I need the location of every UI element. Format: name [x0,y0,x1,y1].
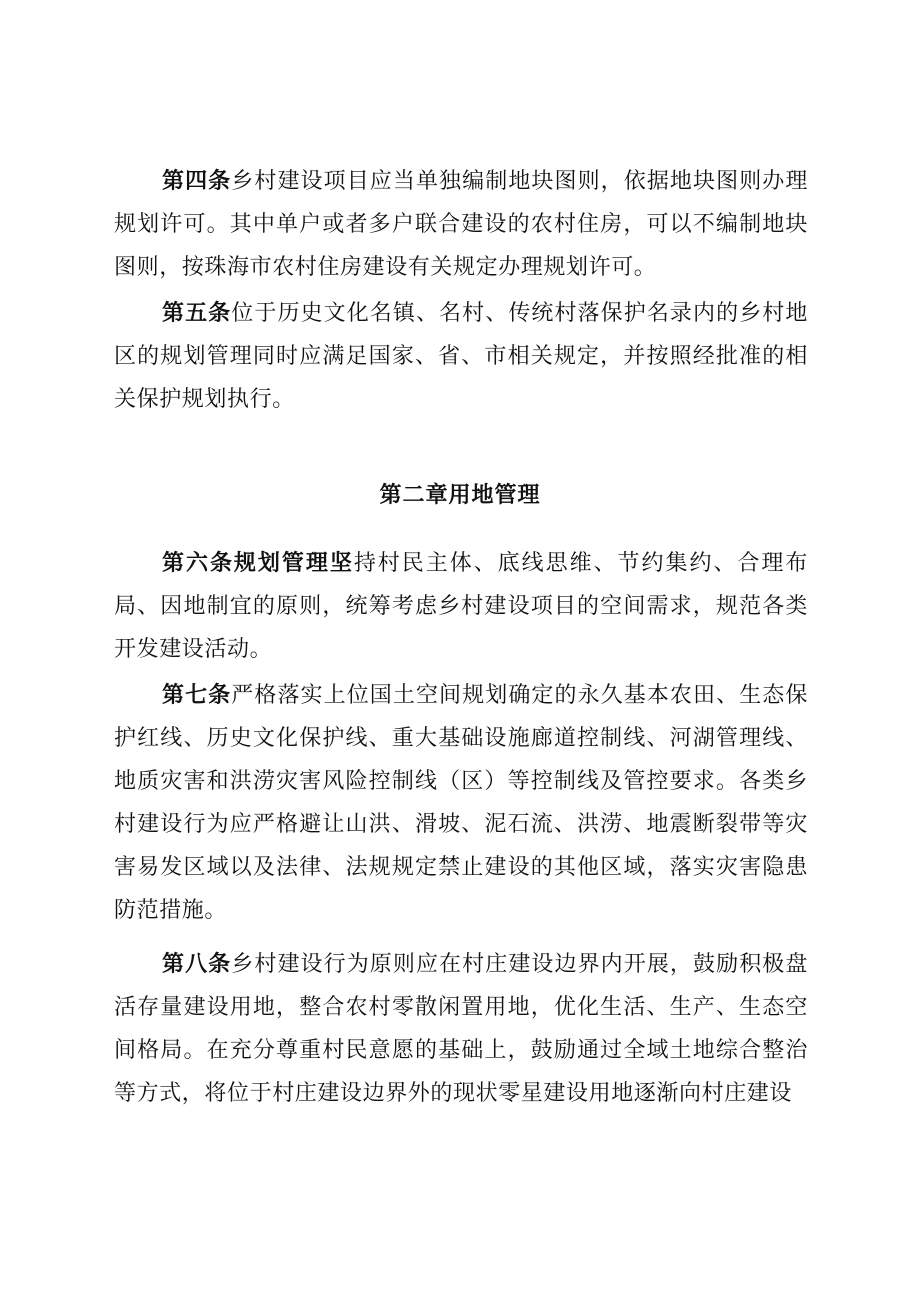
article-7-body: 严格落实上位国土空间规划确定的永久基本农田、生态保护红线、历史文化保护线、重大基础设施廊道控制线、河湖管理线、地质灾害和洪涝灾害风险控制线（区）等控制线及管控要求。各类乡村建设行为应严格避让山洪、滑坡、泥石流、洪涝、地震断裂带等灾害易发区域以及法律、法规规定禁止建设的其他区域，落实灾害隐患防范措施。 [114,683,808,923]
article-8-body: 乡村建设行为原则应在村庄建设边界内开展，鼓励积极盘活存量建设用地，整合农村零散闲置用地，优化生活、生产、生态空间格局。在充分尊重村民意愿的基础上，鼓励通过全域土地综合整治等方式，将位于村庄建设边界外的现状零星建设用地逐渐向村庄建设 [114,952,808,1106]
article-5-body: 位于历史文化名镇、名村、传统村落保护名录内的乡村地区的规划管理同时应满足国家、省、市相关规定，并按照经批准的相关保护规划执行。 [114,301,808,412]
article-4-body: 乡村建设项目应当单独编制地块图则，依据地块图则办理规划许可。其中单户或者多户联合建设的农村住房，可以不编制地块图则，按珠海市农村住房建设有关规定办理规划许可。 [114,169,808,280]
article-4-heading: 第四条 [162,169,232,194]
article-7-heading: 第七条 [162,683,232,708]
article-8 [114,943,808,1115]
article-7 [114,674,808,932]
article-5-heading: 第五条 [162,301,232,326]
article-6-body: 持村民主体、底线思维、节约集约、合理布局、因地制宜的原则，统筹考虑乡村建设项目的空间需求，规范各类开发建设活动。 [114,551,808,662]
article-4 [114,160,808,289]
article-6-heading: 第六条规划管理坚 [162,551,354,576]
article-8-heading: 第八条 [162,952,232,977]
article-6 [114,542,808,671]
article-5 [114,292,808,421]
chapter-title: 第二章用地管理 [379,483,541,508]
